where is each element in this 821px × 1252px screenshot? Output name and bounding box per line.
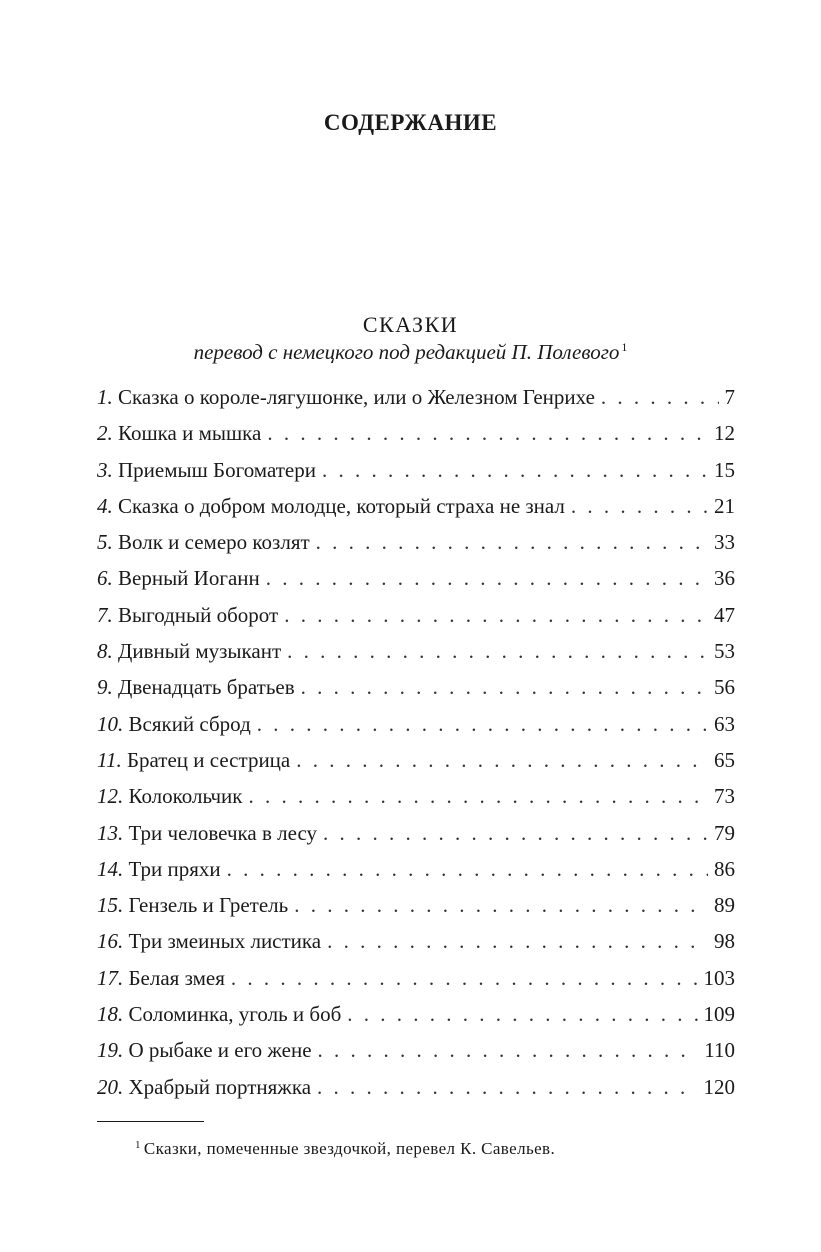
toc-dot-leader — [266, 560, 708, 596]
toc-entry-title — [97, 415, 261, 451]
toc-entry-number: 13. — [97, 820, 124, 845]
toc-dot-leader — [287, 633, 708, 669]
toc-entry — [97, 996, 735, 1032]
toc-entry-number: 12. — [97, 784, 124, 809]
toc-dot-leader — [296, 742, 708, 778]
section-subtitle-text: перевод с немецкого под редакцией П. Полевого — [193, 340, 620, 364]
toc-dot-leader — [301, 669, 708, 705]
toc-entry-title — [97, 669, 295, 705]
toc-dot-leader — [317, 1069, 697, 1105]
toc-page-number: 12 — [714, 421, 735, 446]
toc-entry — [97, 815, 735, 851]
toc-entry-number: 3. — [97, 457, 113, 482]
toc-entry-text: Гензель и Гретель — [128, 893, 289, 918]
toc-dot-leader — [248, 778, 708, 814]
toc-entry-text: Братец и сестрица — [126, 747, 291, 772]
toc-entry-text: Приемыш Богоматери — [118, 457, 316, 482]
section-subtitle — [0, 340, 821, 365]
table-of-contents — [97, 379, 735, 1105]
toc-entry-text: О рыбаке и его жене — [128, 1038, 312, 1063]
toc-entry-title — [97, 851, 221, 887]
toc-entry-text: Соломинка, уголь и боб — [128, 1002, 342, 1027]
toc-page-number: 65 — [714, 747, 735, 772]
toc-entry — [97, 597, 735, 633]
toc-entry — [97, 960, 735, 996]
footnote-divider — [97, 1121, 204, 1122]
toc-entry-text: Сказка о короле-лягушонке, или о Железном Генрихе — [118, 385, 595, 409]
toc-entry — [97, 887, 735, 923]
toc-dot-leader — [601, 379, 719, 415]
toc-entry — [97, 524, 735, 560]
toc-dot-leader — [294, 887, 708, 923]
toc-entry-title — [97, 379, 595, 415]
toc-entry — [97, 706, 735, 742]
toc-entry-text: Белая змея — [128, 965, 225, 990]
toc-page-number: 7 — [724, 385, 735, 409]
toc-entry-text: Дивный музыкант — [118, 639, 282, 664]
toc-entry-number: 15. — [97, 893, 124, 918]
toc-entry-number: 18. — [97, 1002, 124, 1027]
page-title: СОДЕРЖАНИЕ — [323, 110, 498, 135]
toc-entry-number: 10. — [97, 711, 124, 736]
toc-entry-text: Храбрый портняжка — [128, 1074, 312, 1099]
toc-page-number: 86 — [714, 856, 735, 881]
toc-page-number: 21 — [714, 493, 735, 518]
toc-page-number: 56 — [714, 675, 735, 700]
toc-entry — [97, 488, 735, 524]
toc-entry-number: 16. — [97, 929, 124, 954]
toc-entry-text: Кошка и мышка — [118, 421, 262, 446]
toc-entry-text: Три человечка в лесу — [128, 820, 318, 845]
toc-page-number: 53 — [714, 639, 735, 664]
toc-entry-title — [97, 923, 321, 959]
toc-page-number: 47 — [714, 602, 735, 627]
toc-entry-number: 6. — [97, 566, 113, 591]
toc-entry-text: Колокольчик — [128, 784, 243, 809]
toc-entry-title — [97, 560, 260, 596]
toc-dot-leader — [323, 815, 708, 851]
toc-entry-text: Верный Иоганн — [118, 566, 260, 591]
toc-page-number: 79 — [714, 820, 735, 845]
toc-page-number: 33 — [714, 530, 735, 555]
toc-entry-number: 2. — [97, 421, 113, 446]
toc-entry-number: 9. — [97, 675, 113, 700]
footnote — [135, 1139, 555, 1159]
toc-entry — [97, 669, 735, 705]
toc-entry-title — [97, 996, 341, 1032]
toc-dot-leader — [571, 488, 708, 524]
toc-entry — [97, 742, 735, 778]
footnote-reference: 1 — [621, 340, 628, 354]
toc-dot-leader — [316, 524, 708, 560]
toc-entry-number: 17. — [97, 965, 124, 990]
toc-entry — [97, 778, 735, 814]
toc-dot-leader — [231, 960, 698, 996]
toc-entry — [97, 452, 735, 488]
toc-entry-number: 19. — [97, 1038, 124, 1063]
toc-entry-text: Двенадцать братьев — [118, 675, 295, 700]
toc-page-number: 110 — [704, 1038, 735, 1063]
toc-entry-number: 1. — [97, 385, 113, 409]
toc-entry — [97, 1032, 735, 1068]
toc-entry-number: 11. — [97, 747, 122, 772]
toc-entry-title — [97, 524, 310, 560]
toc-dot-leader — [267, 415, 708, 451]
toc-entry-number: 20. — [97, 1074, 124, 1099]
toc-page-number: 103 — [703, 965, 735, 990]
toc-entry-title — [97, 488, 565, 524]
toc-page-number: 63 — [714, 711, 735, 736]
toc-entry-title — [97, 706, 251, 742]
toc-page-number: 89 — [714, 893, 735, 918]
toc-dot-leader — [284, 597, 708, 633]
toc-entry-title — [97, 597, 278, 633]
toc-entry-title — [97, 1032, 312, 1068]
toc-page-number: 120 — [703, 1074, 735, 1099]
toc-entry-text: Волк и семеро козлят — [118, 530, 310, 555]
toc-entry-number: 14. — [97, 856, 124, 881]
toc-page-number: 15 — [714, 457, 735, 482]
toc-entry-number: 5. — [97, 530, 113, 555]
toc-entry-number: 8. — [97, 639, 113, 664]
toc-entry-title — [97, 1069, 311, 1105]
toc-entry — [97, 923, 735, 959]
toc-entry — [97, 379, 735, 415]
toc-entry-title — [97, 815, 317, 851]
toc-entry-title — [97, 778, 242, 814]
toc-entry-title — [97, 452, 316, 488]
toc-entry-title — [97, 742, 290, 778]
toc-page-number: 98 — [714, 929, 735, 954]
toc-entry-number: 7. — [97, 602, 113, 627]
toc-dot-leader — [322, 452, 708, 488]
toc-entry — [97, 633, 735, 669]
toc-entry-number: 4. — [97, 493, 113, 518]
toc-page-number: 36 — [714, 566, 735, 591]
toc-entry-title — [97, 960, 225, 996]
toc-dot-leader — [327, 923, 708, 959]
toc-entry — [97, 415, 735, 451]
toc-entry-text: Сказка о добром молодце, который страха не знал — [118, 493, 565, 518]
footnote-text: Сказки, помеченные звездочкой, перевел К. Савельев. — [143, 1139, 556, 1158]
toc-dot-leader — [318, 1032, 699, 1068]
toc-page-number: 73 — [714, 784, 735, 809]
toc-entry-text: Три пряхи — [128, 856, 221, 881]
toc-entry — [97, 851, 735, 887]
toc-entry-text: Три змеиных листика — [128, 929, 322, 954]
toc-entry-title — [97, 887, 288, 923]
toc-dot-leader — [257, 706, 708, 742]
toc-page-number: 109 — [703, 1002, 735, 1027]
toc-entry — [97, 560, 735, 596]
toc-entry-text: Выгодный оборот — [118, 602, 279, 627]
toc-entry-title — [97, 633, 281, 669]
toc-entry-text: Всякий сброд — [128, 711, 251, 736]
toc-entry — [97, 1069, 735, 1105]
toc-dot-leader — [227, 851, 708, 887]
footnote-mark: 1 — [135, 1139, 141, 1151]
section-heading: СКАЗКИ — [362, 312, 459, 337]
toc-dot-leader — [347, 996, 697, 1032]
